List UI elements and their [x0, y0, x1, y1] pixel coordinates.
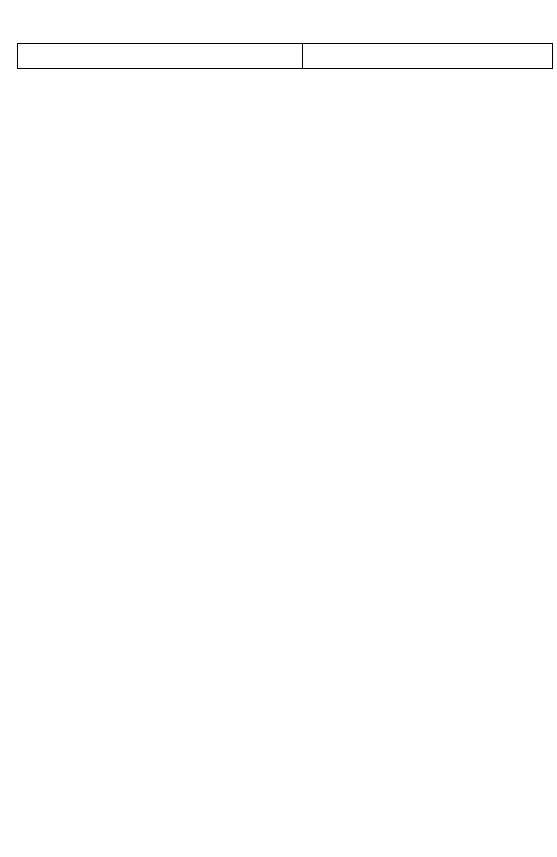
header-production	[303, 44, 553, 69]
header-crops	[18, 44, 303, 69]
footnotes	[22, 826, 74, 842]
header-row	[18, 44, 553, 69]
table-top	[17, 43, 553, 69]
